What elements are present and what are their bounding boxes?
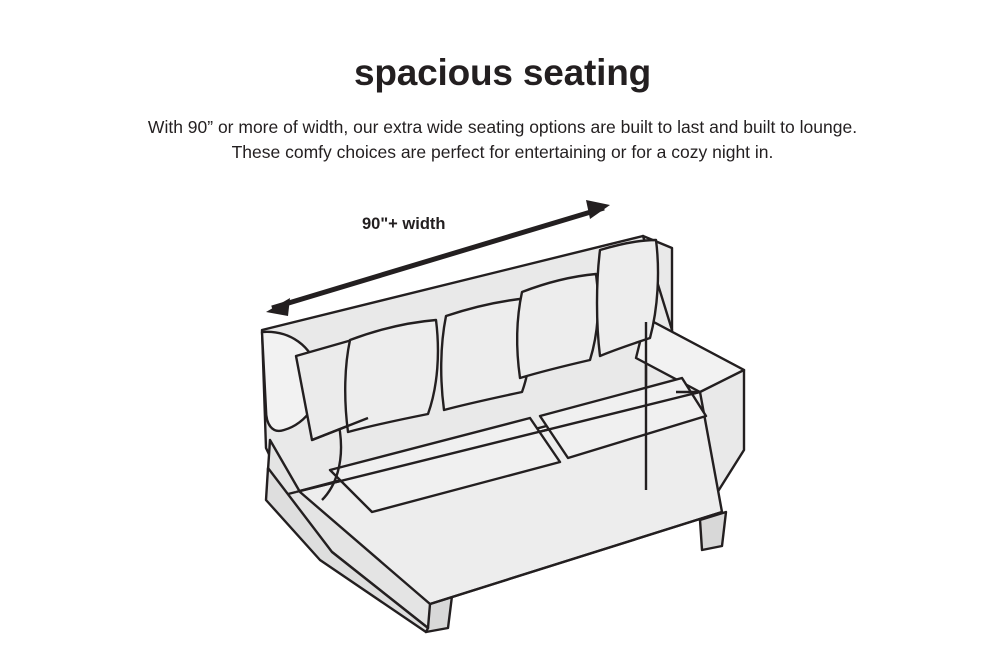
sofa-body — [262, 236, 744, 632]
description-line-2: These comfy choices are perfect for entertaining or for a cozy night in. — [231, 142, 774, 163]
page-title: spacious seating — [353, 52, 651, 93]
dimension-label: 90"+ width — [362, 215, 446, 233]
description-line-1: With 90” or more of width, our extra wide seating options are built to last and built to lounge. — [147, 117, 858, 137]
